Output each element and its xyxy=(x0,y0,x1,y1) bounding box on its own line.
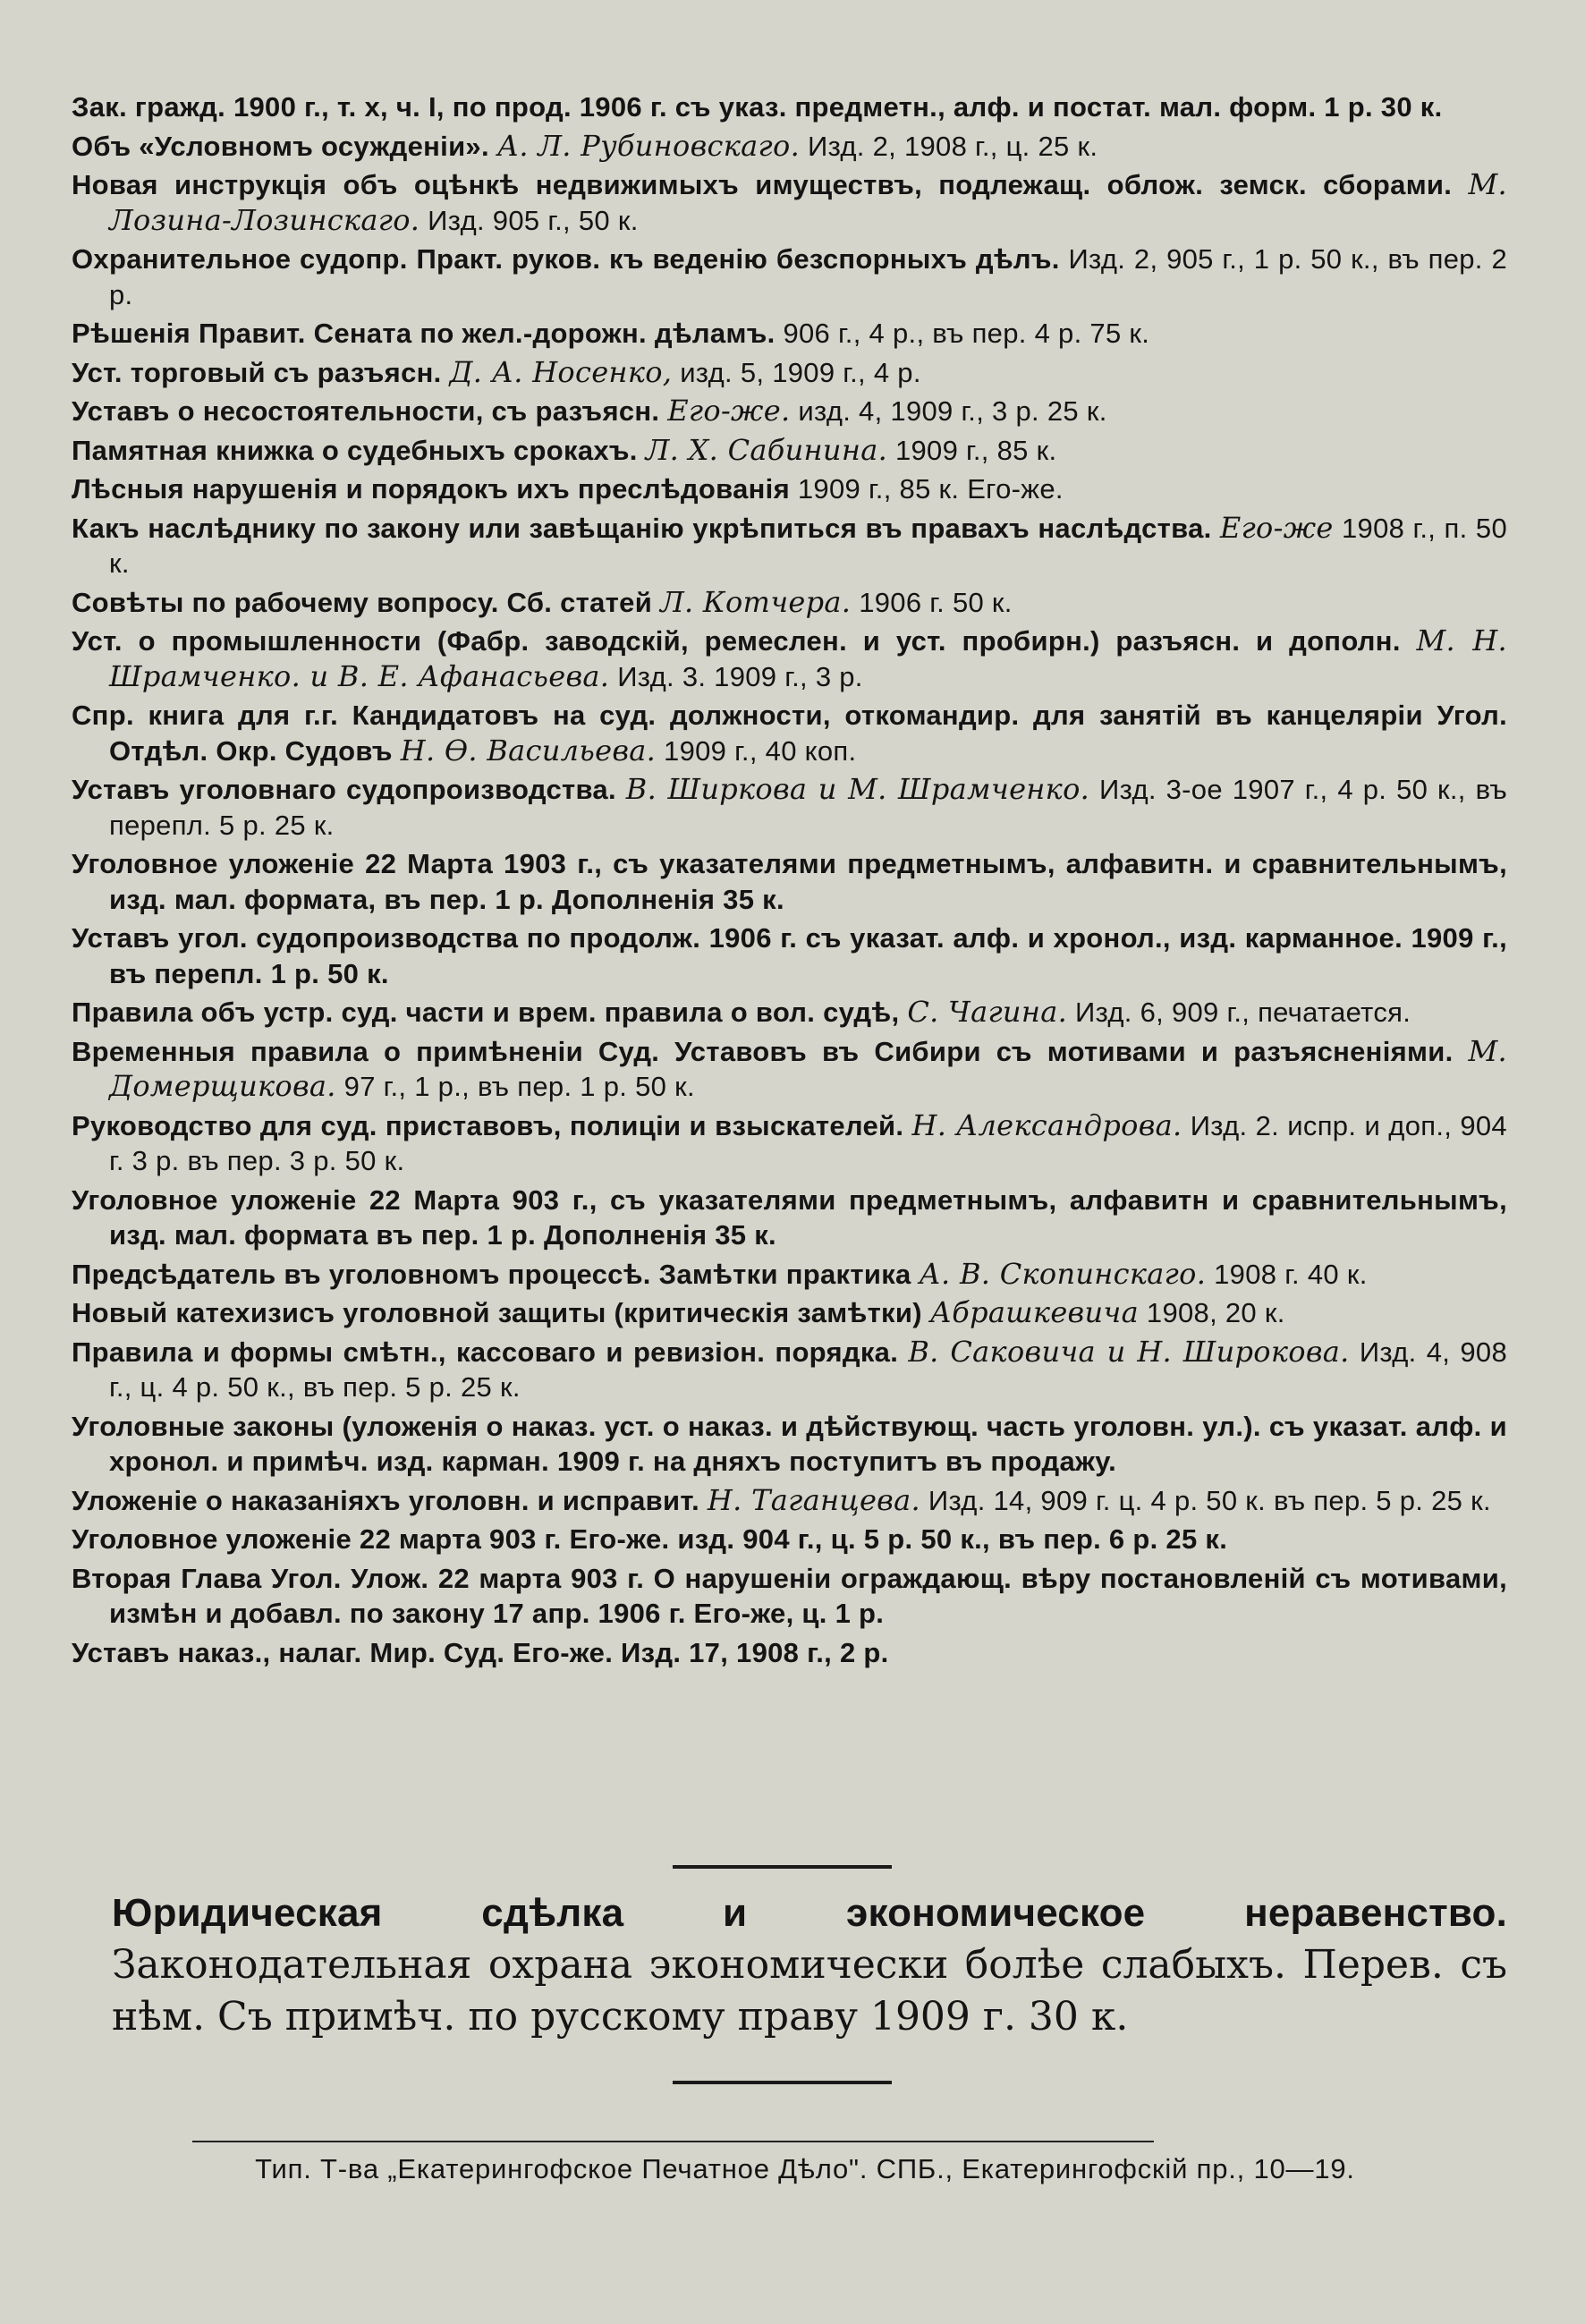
entry-title: Уголовные законы (уложенія о наказ. уст. о наказ. и дѣйствующ. часть уголовн. ул.). съ указат. алф. и хронол. и примѣч. изд. карман. 1909 г. на дняхъ поступитъ въ продажу. xyxy=(72,1410,1507,1477)
separator-rule-top xyxy=(673,1865,892,1869)
entry-details: Изд. 2, 1908 г., ц. 25 к. xyxy=(807,130,1098,162)
announcement-text: Законодательная охрана экономически болѣе слабыхъ. Перев. съ нѣм. Съ примѣч. по русскому праву 1909 г. 30 к. xyxy=(112,1942,1507,2040)
entry-title: Уставъ наказ., налаг. Мир. Суд. Его-же. Изд. 17, 1908 г., 2 р. xyxy=(72,1636,889,1668)
entry-title: Временныя правила о примѣненіи Суд. Уставовъ въ Сибири съ мотивами и разъясненіями. xyxy=(72,1035,1454,1067)
entry-title: Правила и формы смѣтн., кассоваго и ревизіон. порядка. xyxy=(72,1336,899,1368)
entry-details: 1908, 20 к. xyxy=(1146,1297,1285,1328)
entry-details: 1909 г., 85 к. xyxy=(894,434,1057,466)
catalog-entry xyxy=(72,129,1507,165)
book-catalog-list xyxy=(72,89,1507,1674)
entry-details: Изд. 2, 905 г., 1 р. 50 к., въ пер. 2 р. xyxy=(109,243,1507,310)
catalog-entry xyxy=(72,1183,1507,1253)
catalog-entry xyxy=(72,471,1507,507)
catalog-entry xyxy=(72,511,1507,581)
catalog-entry xyxy=(72,585,1507,621)
catalog-entry xyxy=(72,1108,1507,1179)
entry-title: Уголовное уложеніе 22 марта 903 г. Его-же. изд. 904 г., ц. 5 р. 50 к., въ пер. 6 р. 25 к. xyxy=(72,1523,1228,1555)
entry-title: Лѣсныя нарушенія и порядокъ ихъ преслѣдованія xyxy=(72,473,790,505)
entry-author: Его-же. xyxy=(667,394,791,428)
entry-author: Д. А. Носенко, xyxy=(449,354,673,389)
catalog-entry xyxy=(72,846,1507,917)
catalog-entry xyxy=(72,1522,1507,1557)
entry-title: Какъ наслѣднику по закону или завѣщанію укрѣпиться въ правахъ наслѣдства. xyxy=(72,512,1212,544)
entry-details: 1908 г., п. 50 к. xyxy=(109,512,1507,579)
catalog-entry xyxy=(72,355,1507,391)
entry-details: Изд. 2. испр. и доп., 904 г. 3 р. въ пер. 3 р. 50 к. xyxy=(109,1109,1507,1176)
footer-rule xyxy=(192,2141,1154,2142)
entry-title: Объ «Условномъ осужденіи». xyxy=(72,130,489,162)
catalog-entry xyxy=(72,1635,1507,1671)
entry-author: Л. Котчера. xyxy=(659,584,852,619)
catalog-entry xyxy=(72,167,1507,238)
catalog-entry xyxy=(72,433,1507,469)
entry-author: Н. Александрова. xyxy=(911,1107,1182,1142)
entry-title: Рѣшенія Правит. Сената по жел.-дорожн. дѣламъ. xyxy=(72,318,776,349)
catalog-entry xyxy=(72,242,1507,312)
entry-title: Уголовное уложеніе 22 Марта 1903 г., съ указателями предметнымъ, алфавитн. и сравнительнымъ, изд. мал. формата, въ пер. 1 р. Дополненія 35 к. xyxy=(72,848,1507,915)
entry-title: Уложеніе о наказаніяхъ уголовн. и исправит. xyxy=(72,1484,699,1516)
entry-details: Изд. 14, 909 г. ц. 4 р. 50 к. въ пер. 5 р. 25 к. xyxy=(928,1484,1491,1516)
catalog-entry xyxy=(72,995,1507,1031)
entry-author: В. Саковича и Н. Широкова. xyxy=(908,1334,1350,1369)
entry-title: Новый катехизисъ уголовной защиты (критическія замѣтки) xyxy=(72,1297,922,1328)
entry-author: Л. Х. Сабинина. xyxy=(645,432,888,467)
entry-author: В. Ширкова и М. Шрамченко. xyxy=(625,772,1090,806)
entry-title: Уст. о промышленности (Фабр. заводскій, ремеслен. и уст. пробирн.) разъясн. и дополн. xyxy=(72,625,1401,657)
entry-title: Уставъ угол. судопроизводства по продолж. 1906 г. съ указат. алф. и хронол., изд. карманное. 1909 г., въ перепл. 1 р. 50 к. xyxy=(72,922,1507,989)
printer-imprint: Тип. Т-ва „Екатерингофское Печатное Дѣло". СПБ., Екатерингофскій пр., 10—19. xyxy=(255,2153,1355,2184)
catalog-entry xyxy=(72,394,1507,429)
entry-author: М. Н. Шрамченко. и В. Е. Афанасьева. xyxy=(109,623,1508,693)
entry-title: Правила объ устр. суд. части и врем. правила о вол. судѣ, xyxy=(72,997,900,1028)
entry-author: Н. Ѳ. Васильева. xyxy=(400,733,657,768)
entry-details: 1908 г. 40 к. xyxy=(1214,1258,1368,1290)
entry-title: Зак. гражд. 1900 г., т. х, ч. I, по прод. 1906 г. съ указ. предметн., алф. и постат. мал. форм. 1 р. 30 к. xyxy=(72,91,1443,123)
entry-title: Уставъ уголовнаго судопроизводства. xyxy=(72,774,616,805)
catalog-entry xyxy=(72,1561,1507,1632)
announcement xyxy=(112,1887,1507,2043)
entry-title: Спр. книга для г.г. Кандидатовъ на суд. должности, откомандир. для занятій въ канцеляріи Угол. Отдѣл. Окр. Судовъ xyxy=(72,700,1507,767)
catalog-entry xyxy=(72,1295,1507,1331)
catalog-entry xyxy=(72,1335,1507,1405)
catalog-entry xyxy=(72,1034,1507,1105)
entry-author: М. Лозина-Лозинскаго. xyxy=(109,167,1507,237)
entry-author: Его-же xyxy=(1219,510,1334,545)
entry-details: Изд. 905 г., 50 к. xyxy=(428,204,639,236)
entry-title: Памятная книжка о судебныхъ срокахъ. xyxy=(72,434,638,466)
catalog-entry xyxy=(72,623,1507,694)
entry-author: С. Чагина. xyxy=(907,995,1068,1029)
entry-author: Н. Таганцева. xyxy=(707,1482,920,1517)
entry-details: Изд. 4, 908 г., ц. 4 р. 50 к., въ пер. 5 р. 25 к. xyxy=(109,1336,1507,1403)
announcement-heading: Юридическая сдѣлка и экономическое неравенство. xyxy=(112,1891,1507,1935)
entry-details: Изд. 3-ое 1907 г., 4 р. 50 к., въ перепл. 5 р. 25 к. xyxy=(109,774,1508,841)
catalog-entry xyxy=(72,772,1507,843)
separator-rule-bottom xyxy=(673,2081,892,2084)
entry-details: 1909 г., 85 к. Его-же. xyxy=(797,473,1064,505)
catalog-entry xyxy=(72,316,1507,352)
entry-author: Абрашкевича xyxy=(929,1295,1139,1329)
entry-details: изд. 4, 1909 г., 3 р. 25 к. xyxy=(798,395,1107,427)
entry-title: Уставъ о несостоятельности, съ разъясн. xyxy=(72,395,660,427)
entry-author: М. Домерщикова. xyxy=(109,1033,1507,1103)
entry-title: Совѣты по рабочему вопросу. Сб. статей xyxy=(72,586,653,618)
entry-details: Изд. 6, 909 г., печатается. xyxy=(1074,997,1411,1028)
entry-details: 97 г., 1 р., въ пер. 1 р. 50 к. xyxy=(343,1071,695,1102)
entry-details: 1909 г., 40 коп. xyxy=(664,734,857,767)
entry-details: изд. 5, 1909 г., 4 р. xyxy=(680,356,921,388)
entry-author: А. Л. Рубиновскаго. xyxy=(496,128,801,163)
entry-details: 906 г., 4 р., въ пер. 4 р. 75 к. xyxy=(783,318,1150,349)
entry-title: Предсѣдатель въ уголовномъ процессѣ. Замѣтки практика xyxy=(72,1258,911,1290)
entry-title: Уст. торговый съ разъясн. xyxy=(72,356,442,388)
catalog-entry xyxy=(72,920,1507,991)
entry-title: Охранительное судопр. Практ. руков. къ веденію безспорныхъ дѣлъ. xyxy=(72,243,1060,275)
entry-title: Вторая Глава Угол. Улож. 22 марта 903 г. О нарушеніи ограждающ. вѣру постановленій съ мотивами, измѣн и добавл. по закону 17 апр. 1906 г. Его-же, ц. 1 р. xyxy=(72,1562,1507,1629)
entry-author: А. В. Скопинскаго. xyxy=(919,1256,1207,1291)
entry-details: Изд. 3. 1909 г., 3 р. xyxy=(617,660,863,692)
entry-title: Руководство для суд. приставовъ, полиціи и взыскателей. xyxy=(72,1109,904,1141)
catalog-entry xyxy=(72,89,1507,125)
entry-title: Новая инструкція объ оцѣнкѣ недвижимыхъ имуществъ, подлежащ. облож. земск. сборами. xyxy=(72,169,1453,200)
catalog-entry xyxy=(72,1257,1507,1293)
catalog-entry xyxy=(72,698,1507,768)
catalog-entry xyxy=(72,1483,1507,1519)
catalog-entry xyxy=(72,1409,1507,1480)
entry-details: 1906 г. 50 к. xyxy=(859,586,1013,618)
entry-title: Уголовное уложеніе 22 Марта 903 г., съ указателями предметнымъ, алфавитн и сравнительнымъ, изд. мал. формата въ пер. 1 р. Дополненія 35 к. xyxy=(72,1183,1507,1251)
